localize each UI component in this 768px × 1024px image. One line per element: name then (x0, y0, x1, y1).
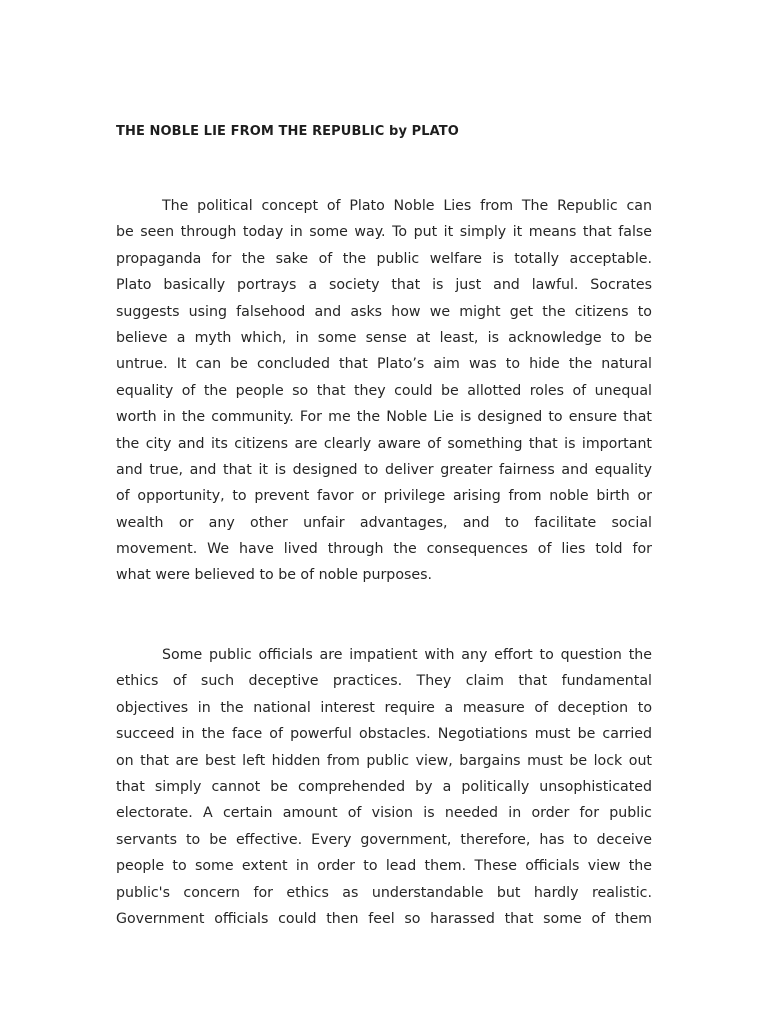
paragraph-1-line: propaganda for the sake of the public welfare is totally acceptable. (116, 250, 652, 267)
paragraph-2 (116, 642, 652, 932)
paragraph-1-line: be seen through today in some way. To put it simply it means that false (116, 224, 652, 241)
paragraph-2-line: Some public officials are impatient with any effort to question the (162, 647, 652, 663)
paragraph-1-line: movement. We have lived through the consequences of lies told for (116, 541, 652, 558)
paragraph-1-line: and true, and that it is designed to deliver greater fairness and equality (116, 461, 652, 478)
paragraph-2-line: public's concern for ethics as understandable but hardly realistic. (116, 884, 652, 901)
paragraph-1-line: Plato basically portrays a society that is just and lawful. Socrates (116, 277, 652, 294)
paragraph-1-line: of opportunity, to prevent favor or privilege arising from noble birth or (116, 488, 652, 505)
paragraph-1-line: believe a myth which, in some sense at least, is acknowledge to be (116, 329, 652, 346)
paragraph-2-line: people to some extent in order to lead them. These officials view the (116, 858, 652, 875)
paragraph-1-line: untrue. It can be concluded that Plato’s aim was to hide the natural (116, 356, 652, 373)
paragraph-1 (116, 193, 652, 589)
paragraph-2-line: Government officials could then feel so harassed that some of them (116, 910, 652, 927)
paragraph-2-line: objectives in the national interest require a measure of deception to (116, 699, 652, 716)
paragraph-1-line: worth in the community. For me the Noble Lie is designed to ensure that (116, 409, 652, 426)
paragraph-1-line: what were believed to be of noble purposes. (116, 567, 433, 584)
paragraph-2-line: servants to be effective. Every government, therefore, has to deceive (116, 831, 652, 848)
paragraph-1-line: wealth or any other unfair advantages, and to facilitate social (116, 514, 652, 531)
document-title: THE NOBLE LIE FROM THE REPUBLIC by PLATO (116, 124, 459, 139)
paragraph-2-line: ethics of such deceptive practices. They claim that fundamental (116, 673, 652, 690)
paragraph-1-line: The political concept of Plato Noble Lies from The Republic can (162, 198, 652, 214)
paragraph-1-line: the city and its citizens are clearly aware of something that is important (116, 435, 652, 452)
paragraph-1-line: suggests using falsehood and asks how we might get the citizens to (116, 303, 652, 320)
paragraph-1-line: equality of the people so that they could be allotted roles of unequal (116, 382, 652, 399)
paragraph-2-line: that simply cannot be comprehended by a politically unsophisticated (116, 778, 652, 795)
paragraph-2-line: succeed in the face of powerful obstacles. Negotiations must be carried (116, 726, 652, 743)
paragraph-2-line: on that are best left hidden from public view, bargains must be lock out (116, 752, 652, 769)
paragraph-2-line: electorate. A certain amount of vision is needed in order for public (116, 805, 652, 822)
